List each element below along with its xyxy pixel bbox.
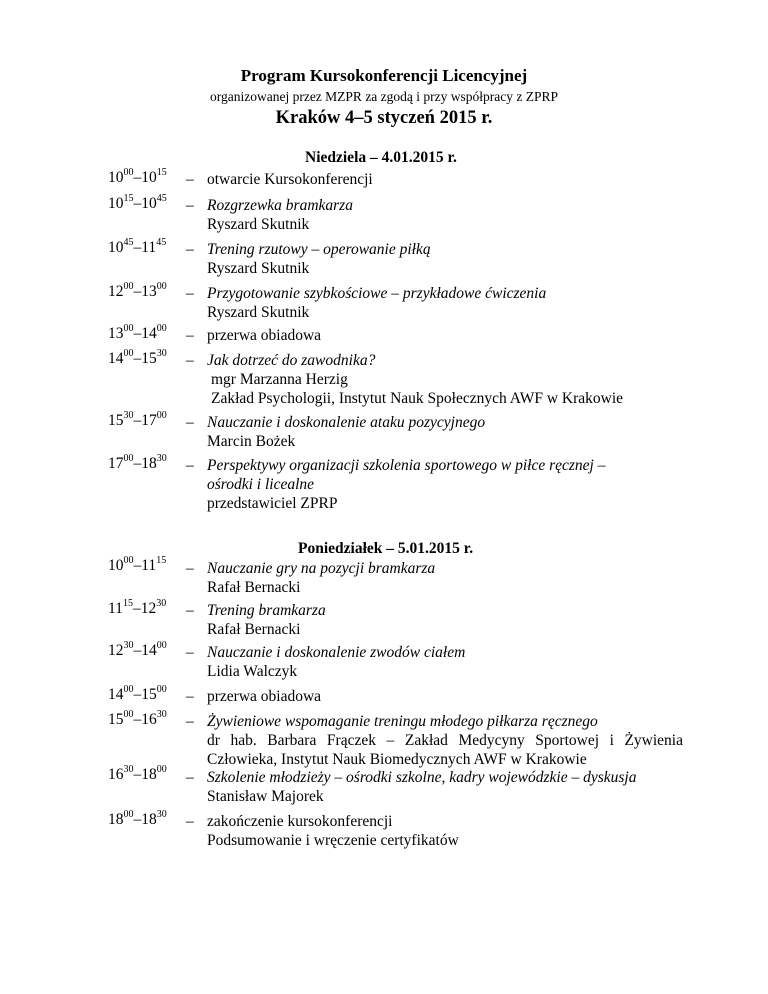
session-affiliation: Zakład Psychologii, Instytut Nauk Społecznych AWF w Krakowie (211, 390, 624, 407)
time-range: $10^{15}-10^{45}$ (108, 192, 167, 212)
dash: – (186, 813, 194, 830)
session-title: Perspektywy organizacji szkolenia sportowego w piłce ręcznej – (207, 457, 606, 474)
session-title: przerwa obiadowa (207, 327, 322, 344)
session-title: Szkolenie młodzieży – ośrodki szkolne, kadry wojewódzkie – dyskusja (207, 769, 637, 786)
time-range: $18^{00}-18^{30}$ (108, 808, 167, 828)
session-speaker: Ryszard Skutnik (207, 304, 310, 321)
dash: – (186, 327, 194, 344)
time-range: $10^{00}-11^{15}$ (108, 554, 167, 574)
session-affiliation: Człowieka, Instytut Nauk Biomedycznych AWF w Krakowie (207, 751, 587, 768)
session-speaker: Marcin Bożek (207, 433, 296, 450)
session-speaker: Ryszard Skutnik (207, 260, 310, 277)
time-range: $16^{30}-18^{00}$ (108, 763, 167, 783)
session-title: Przygotowanie szybkościowe – przykładowe ćwiczenia (207, 285, 547, 302)
session-title: Trening rzutowy – operowanie piłką (207, 241, 431, 258)
session-speaker: mgr Marzanna Herzig (211, 371, 348, 388)
page-subtitle: organizowanej przez MZPR za zgodą i przy współpracy z ZPRP (209, 89, 559, 104)
session-title: Rozgrzewka bramkarza (207, 197, 353, 214)
session-speaker: Stanisław Majorek (207, 788, 324, 805)
session-speaker: Ryszard Skutnik (207, 216, 310, 233)
time-range: $11^{15}-12^{30}$ (108, 597, 167, 617)
session-speaker: dr hab. Barbara Frączek – Zakład Medycyny Sportowej i Żywienia (207, 732, 683, 749)
day-heading-sunday: Niedziela – 4.01.2015 r. (305, 149, 457, 166)
session-speaker: przedstawiciel ZPRP (207, 495, 338, 512)
page-title: Program Kursokonferencji Licencyjnej (240, 66, 528, 85)
session-summary: Podsumowanie i wręczenie certyfikatów (207, 832, 459, 849)
time-range: $14^{00}-15^{00}$ (108, 683, 167, 703)
time-range: $15^{00}-16^{30}$ (108, 708, 167, 728)
dash: – (186, 414, 194, 431)
session-title: Żywieniowe wspomaganie treningu młodego piłkarza ręcznego (207, 713, 598, 730)
session-title: Jak dotrzeć do zawodnika? (207, 352, 376, 369)
dash: – (186, 457, 194, 474)
day-heading-monday: Poniedziałek – 5.01.2015 r. (298, 540, 474, 557)
time-range: $12^{30}-14^{00}$ (108, 639, 167, 659)
dash: – (186, 197, 194, 214)
session-title: Nauczanie i doskonalenie ataku pozycyjnego (207, 414, 486, 431)
session-speaker: Rafał Bernacki (207, 621, 301, 638)
session-speaker: Rafał Bernacki (207, 579, 301, 596)
dash: – (186, 171, 194, 188)
dash: – (186, 602, 194, 619)
event-place-date: Kraków 4–5 styczeń 2015 r. (275, 108, 493, 128)
time-range: $10^{00}-10^{15}$ (108, 166, 167, 186)
session-speaker: Lidia Walczyk (207, 663, 298, 680)
time-range: $15^{30}-17^{00}$ (108, 409, 167, 429)
dash: – (186, 713, 194, 730)
dash: – (186, 241, 194, 258)
dash: – (186, 352, 194, 369)
session-title: otwarcie Kursokonferencji (207, 171, 373, 188)
time-range: $13^{00}-14^{00}$ (108, 322, 167, 342)
session-title-continued: ośrodki i licealne (207, 476, 315, 493)
time-range: $17^{00}-18^{30}$ (108, 452, 167, 472)
session-title: zakończenie kursokonferencji (207, 813, 393, 830)
time-range: $14^{00}-15^{30}$ (108, 347, 167, 367)
session-title: przerwa obiadowa (207, 688, 322, 705)
session-title: Nauczanie gry na pozycji bramkarza (207, 560, 436, 577)
dash: – (186, 285, 194, 302)
time-range: $10^{45}-11^{45}$ (108, 236, 167, 256)
session-title: Trening bramkarza (207, 602, 326, 619)
time-range: $12^{00}-13^{00}$ (108, 280, 167, 300)
dash: – (186, 688, 194, 705)
dash: – (186, 769, 194, 786)
dash: – (186, 560, 194, 577)
session-title: Nauczanie i doskonalenie zwodów ciałem (207, 644, 466, 661)
dash: – (186, 644, 194, 661)
